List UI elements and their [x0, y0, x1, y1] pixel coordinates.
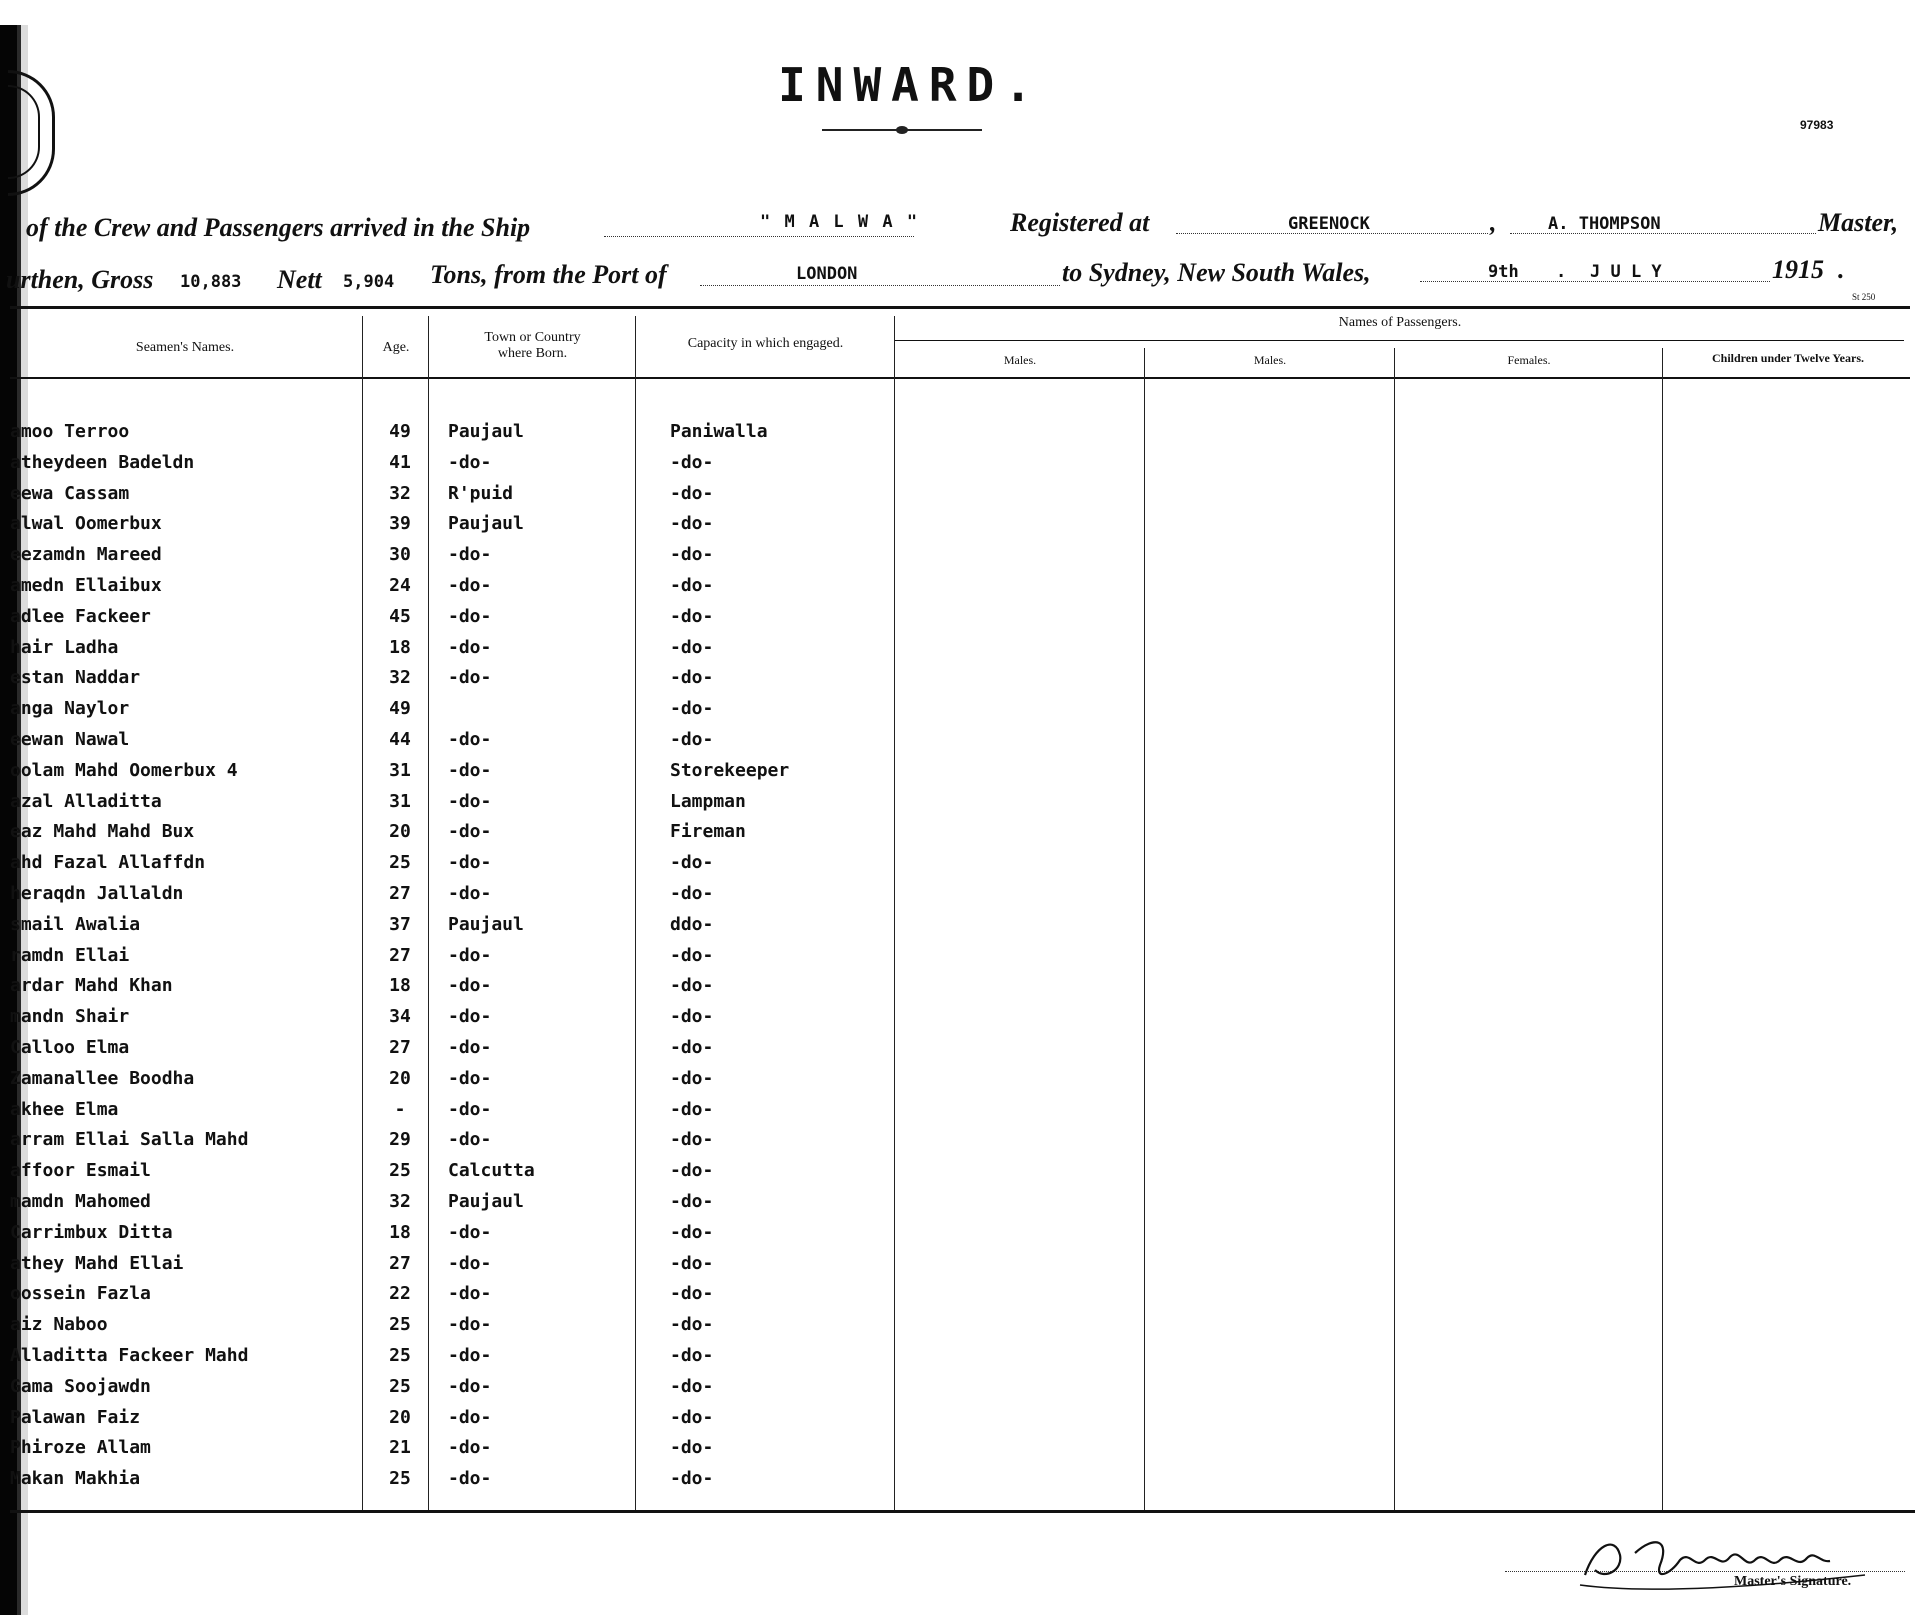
seaman-name: hair Ladha: [10, 637, 119, 658]
seaman-name: estan Naddar: [10, 667, 141, 688]
col-header-town: [430, 330, 635, 362]
col-header-town-line1: Town or Country: [484, 330, 581, 345]
seaman-capacity: -do-: [670, 883, 714, 904]
col-divider-capacity: [635, 316, 636, 1510]
seaman-age: 49: [389, 421, 411, 442]
seaman-birthplace: -do-: [448, 544, 492, 565]
seaman-capacity: -do-: [670, 637, 714, 658]
col-header-males-1: Males.: [1003, 353, 1037, 367]
table-header-rule: [10, 377, 1910, 379]
seaman-name: aiz Naboo: [10, 1314, 108, 1335]
seaman-birthplace: -do-: [448, 760, 492, 781]
seaman-capacity: -do-: [670, 544, 714, 565]
seaman-age: 22: [389, 1283, 411, 1304]
seaman-age: 20: [389, 1068, 411, 1089]
seaman-capacity: Lampman: [670, 791, 746, 812]
seaman-birthplace: -do-: [448, 1345, 492, 1366]
signature-label: Master's Signature.: [1734, 1574, 1852, 1589]
seaman-age: 20: [389, 821, 411, 842]
seaman-name: azal Alladitta: [10, 791, 162, 812]
seaman-birthplace: -do-: [448, 1068, 492, 1089]
seal-stamp: [8, 70, 55, 196]
seaman-birthplace: -do-: [448, 667, 492, 688]
seaman-age: 45: [389, 606, 411, 627]
seaman-name: Makan Makhia: [10, 1468, 141, 1489]
seaman-capacity: -do-: [670, 1068, 714, 1089]
seaman-name: oolam Mahd Oomerbux 4: [10, 760, 238, 781]
seaman-capacity: -do-: [670, 1253, 714, 1274]
col-header-seamen-names: Seamen's Names.: [135, 340, 235, 355]
seaman-name: eaz Mahd Mahd Bux: [10, 821, 195, 842]
seaman-capacity: -do-: [670, 452, 714, 473]
page-title: INWARD.: [778, 58, 1042, 112]
seaman-age: 27: [389, 945, 411, 966]
nett-tonnage: 5,904: [343, 272, 395, 292]
col-divider-age: [362, 316, 363, 1510]
seaman-age: 27: [389, 1253, 411, 1274]
seaman-name: amedn Ellaibux: [10, 575, 162, 596]
seaman-name: eezamdn Mareed: [10, 544, 162, 565]
from-port: LONDON: [796, 264, 858, 284]
seaman-capacity: -do-: [670, 1468, 714, 1489]
seaman-capacity: -do-: [670, 729, 714, 750]
seaman-capacity: -do-: [670, 575, 714, 596]
seaman-birthplace: -do-: [448, 821, 492, 842]
passenger-group-rule: [894, 340, 1904, 341]
seaman-capacity: ddo-: [670, 914, 714, 935]
seaman-age: 18: [389, 1222, 411, 1243]
seaman-capacity: -do-: [670, 698, 714, 719]
seaman-birthplace: -do-: [448, 791, 492, 812]
seaman-age: 18: [389, 975, 411, 996]
seaman-name: ahd Fazal Allaffdn: [10, 852, 206, 873]
seaman-capacity: Storekeeper: [670, 760, 790, 781]
seaman-name: ardar Mahd Khan: [10, 975, 173, 996]
seaman-name: athey Mahd Ellai: [10, 1253, 184, 1274]
nett-label: Nett: [277, 265, 322, 294]
seaman-birthplace: -do-: [448, 1314, 492, 1335]
from-port-dotted-line: [700, 285, 1060, 286]
seaman-name: Gama Soojawdn: [10, 1376, 151, 1397]
seaman-name: heraqdn Jallaldn: [10, 883, 184, 904]
col-header-age: Age.: [382, 340, 410, 355]
seaman-capacity: -do-: [670, 1345, 714, 1366]
seaman-capacity: -do-: [670, 1160, 714, 1181]
registered-label: Registered at: [1010, 208, 1150, 237]
seaman-name: adlee Fackeer: [10, 606, 151, 627]
seaman-name: Zamanallee Boodha: [10, 1068, 195, 1089]
document-number: 97983: [1800, 118, 1834, 132]
seaman-name: Carrimbux Ditta: [10, 1222, 173, 1243]
col-divider-children: [1662, 348, 1663, 1510]
seaman-age: 32: [389, 1191, 411, 1212]
seaman-age: 39: [389, 513, 411, 534]
seaman-birthplace: -do-: [448, 452, 492, 473]
seaman-birthplace: -do-: [448, 1437, 492, 1458]
seaman-name: mamdn Mahomed: [10, 1191, 151, 1212]
seaman-name: eewa Cassam: [10, 483, 130, 504]
seaman-age: 37: [389, 914, 411, 935]
col-header-males-2: Males.: [1253, 353, 1287, 367]
seaman-birthplace: -do-: [448, 1037, 492, 1058]
seaman-name: smail Awalia: [10, 914, 141, 935]
form-mark: St 250: [1852, 292, 1876, 302]
seaman-name: amoo Terroo: [10, 421, 130, 442]
seaman-age: 41: [389, 452, 411, 473]
seaman-age: 49: [389, 698, 411, 719]
header-prefix: of the Crew and Passengers arrived in the Ship: [26, 213, 531, 242]
col-header-females: Females.: [1507, 353, 1551, 367]
col-divider-females: [1394, 348, 1395, 1510]
seaman-name: Phiroze Allam: [10, 1437, 151, 1458]
seaman-age: 20: [389, 1407, 411, 1428]
seaman-name: alwal Oomerbux: [10, 513, 162, 534]
seaman-birthplace: -do-: [448, 852, 492, 873]
seaman-birthplace: -do-: [448, 1006, 492, 1027]
seaman-birthplace: -do-: [448, 729, 492, 750]
seaman-capacity: -do-: [670, 1437, 714, 1458]
gross-tonnage: 10,883: [180, 272, 242, 292]
date-separator: .: [1556, 262, 1567, 282]
seaman-capacity: -do-: [670, 483, 714, 504]
seaman-age: 18: [389, 637, 411, 658]
seaman-name: oossein Fazla: [10, 1283, 151, 1304]
seaman-birthplace: Calcutta: [448, 1160, 535, 1181]
seaman-age: 25: [389, 1376, 411, 1397]
seaman-birthplace: -do-: [448, 1283, 492, 1304]
seaman-birthplace: -do-: [448, 637, 492, 658]
seaman-age: 31: [389, 791, 411, 812]
seaman-name: ramdn Ellai: [10, 945, 130, 966]
seaman-age: 25: [389, 852, 411, 873]
ship-dotted-line: [604, 236, 914, 237]
col-header-capacity: Capacity in which engaged.: [687, 336, 844, 351]
table-bottom-rule: [10, 1510, 1915, 1513]
seaman-age: 27: [389, 1037, 411, 1058]
header-comma: ,: [1490, 208, 1497, 237]
master-label: Master,: [1818, 208, 1899, 237]
seaman-age: 30: [389, 544, 411, 565]
seaman-age: 32: [389, 483, 411, 504]
seaman-age: 27: [389, 883, 411, 904]
seaman-age: -: [394, 1099, 406, 1120]
seaman-capacity: -do-: [670, 1222, 714, 1243]
registered-port: GREENOCK: [1288, 214, 1370, 234]
seaman-birthplace: Paujaul: [448, 421, 524, 442]
arrival-month: J U L Y: [1590, 262, 1662, 282]
seaman-birthplace: -do-: [448, 975, 492, 996]
seaman-capacity: -do-: [670, 667, 714, 688]
seaman-name: Alladitta Fackeer Mahd: [10, 1345, 249, 1366]
seaman-birthplace: -do-: [448, 1222, 492, 1243]
seaman-capacity: -do-: [670, 1006, 714, 1027]
seaman-birthplace: -do-: [448, 945, 492, 966]
seaman-name: arram Ellai Salla Mahd: [10, 1129, 249, 1150]
seaman-birthplace: -do-: [448, 883, 492, 904]
seaman-age: 25: [389, 1160, 411, 1181]
seaman-birthplace: Paujaul: [448, 513, 524, 534]
seaman-capacity: -do-: [670, 945, 714, 966]
title-ornament: [822, 129, 982, 131]
col-header-children: Children under Twelve Years.: [1711, 351, 1864, 365]
seaman-age: 25: [389, 1345, 411, 1366]
seaman-name: mandn Shair: [10, 1006, 130, 1027]
seaman-capacity: -do-: [670, 1037, 714, 1058]
seaman-name: affoor Esmail: [10, 1160, 151, 1181]
arrival-year: 1915: [1772, 255, 1824, 284]
seaman-name: Calloo Elma: [10, 1037, 130, 1058]
seaman-capacity: -do-: [670, 1283, 714, 1304]
seaman-capacity: -do-: [670, 1314, 714, 1335]
seaman-age: 21: [389, 1437, 411, 1458]
seaman-age: 44: [389, 729, 411, 750]
arrival-day: 9th: [1488, 262, 1519, 282]
seaman-capacity: Fireman: [670, 821, 746, 842]
seaman-name: eewan Nawal: [10, 729, 130, 750]
tons-from-label: Tons, from the Port of: [430, 260, 667, 289]
col-header-town-line2: where Born.: [497, 346, 568, 361]
seaman-birthplace: -do-: [448, 1129, 492, 1150]
seaman-age: 32: [389, 667, 411, 688]
col-header-passengers: Names of Passengers.: [1338, 315, 1462, 330]
seaman-birthplace: -do-: [448, 1376, 492, 1397]
seaman-age: 25: [389, 1468, 411, 1489]
seaman-name: Palawan Faiz: [10, 1407, 141, 1428]
destination-label: to Sydney, New South Wales,: [1062, 258, 1371, 287]
seaman-capacity: -do-: [670, 852, 714, 873]
seaman-name: atheydeen Badeldn: [10, 452, 195, 473]
seaman-birthplace: -do-: [448, 1099, 492, 1120]
seaman-name: akhee Elma: [10, 1099, 119, 1120]
master-name: A. THOMPSON: [1548, 214, 1661, 234]
col-divider-town: [428, 316, 429, 1510]
seaman-birthplace: -do-: [448, 1468, 492, 1489]
burthen-label: urthen, Gross: [6, 265, 154, 294]
seaman-capacity: -do-: [670, 513, 714, 534]
seaman-birthplace: R'puid: [448, 483, 514, 504]
ship-name: " M A L W A ": [760, 212, 920, 232]
seaman-capacity: -do-: [670, 975, 714, 996]
seaman-name: anga Naylor: [10, 698, 130, 719]
date-period: .: [1838, 255, 1845, 284]
seaman-birthplace: -do-: [448, 1253, 492, 1274]
seaman-age: 24: [389, 575, 411, 596]
table-top-rule: [10, 306, 1910, 309]
seaman-birthplace: -do-: [448, 575, 492, 596]
seaman-capacity: -do-: [670, 1099, 714, 1120]
seaman-capacity: -do-: [670, 1191, 714, 1212]
seaman-age: 31: [389, 760, 411, 781]
seaman-capacity: Paniwalla: [670, 421, 768, 442]
seaman-capacity: -do-: [670, 1407, 714, 1428]
seaman-birthplace: -do-: [448, 606, 492, 627]
seaman-capacity: -do-: [670, 1376, 714, 1397]
col-divider-males2: [1144, 348, 1145, 1510]
seaman-birthplace: Paujaul: [448, 1191, 524, 1212]
seaman-birthplace: Paujaul: [448, 914, 524, 935]
seaman-age: 34: [389, 1006, 411, 1027]
seaman-age: 25: [389, 1314, 411, 1335]
seaman-capacity: -do-: [670, 606, 714, 627]
col-divider-passengers: [894, 316, 895, 1510]
seaman-age: 29: [389, 1129, 411, 1150]
seaman-capacity: -do-: [670, 1129, 714, 1150]
seaman-birthplace: -do-: [448, 1407, 492, 1428]
